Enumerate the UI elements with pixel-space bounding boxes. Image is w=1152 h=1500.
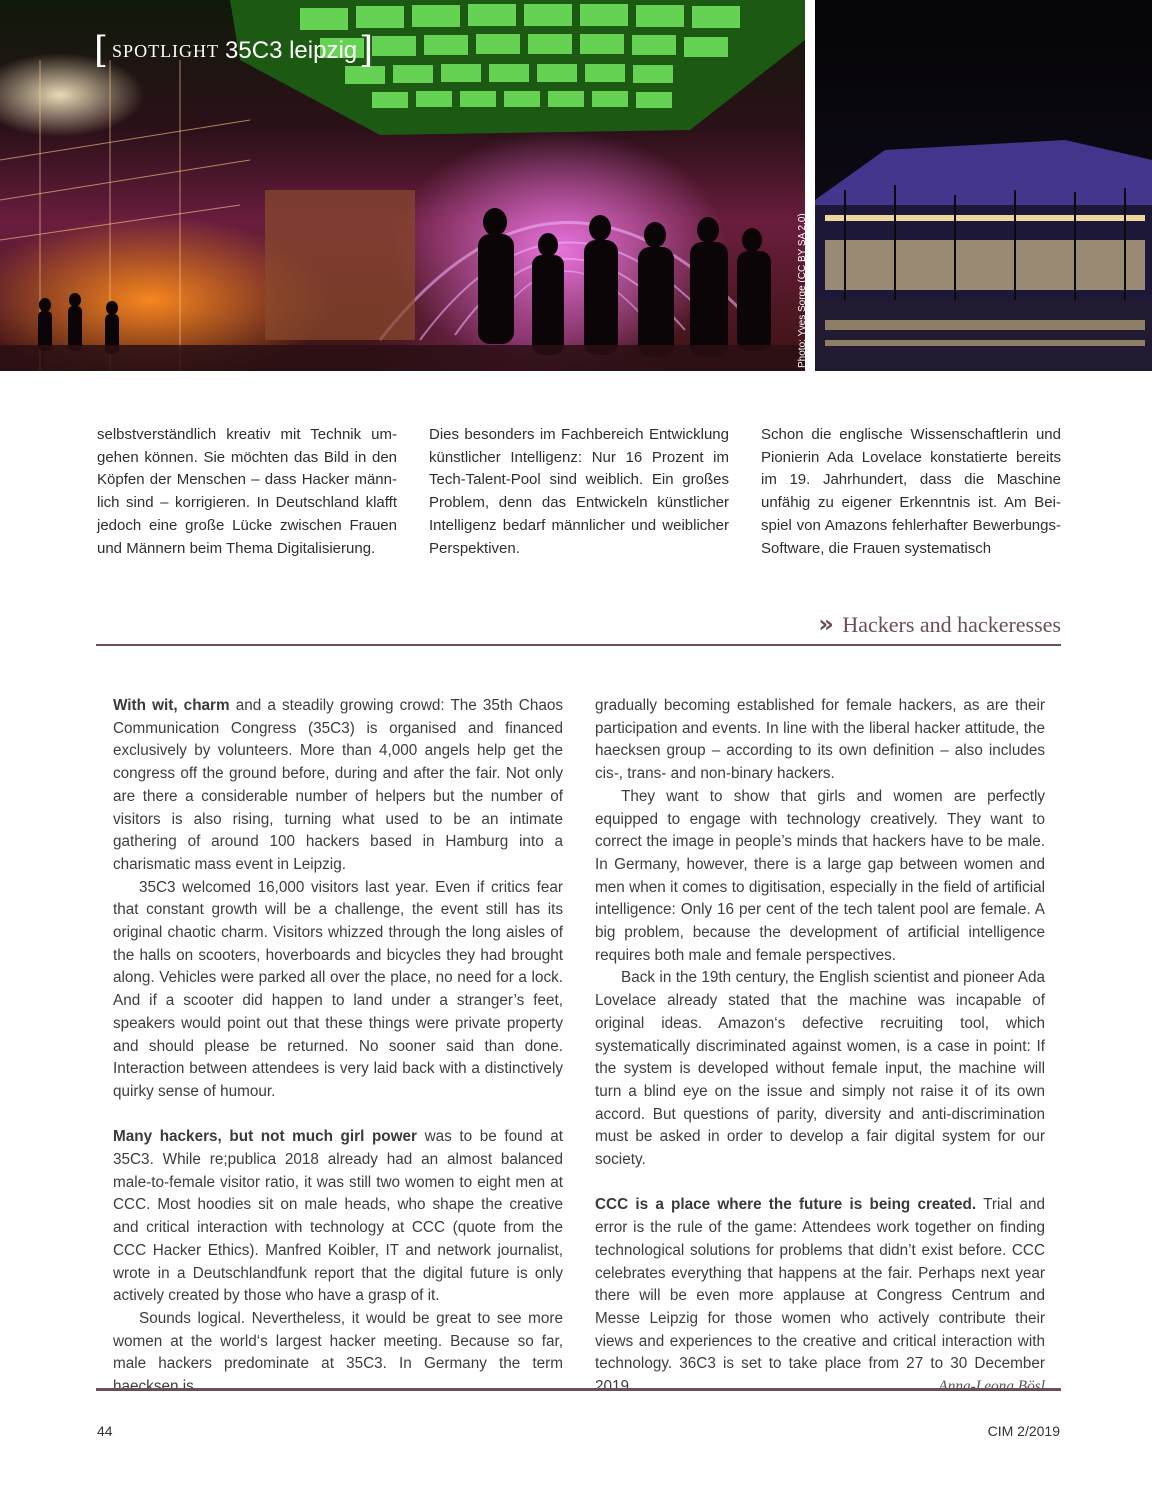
paragraph xyxy=(113,695,563,877)
lead-in: With wit, charm xyxy=(113,697,230,714)
hero-photo-hall xyxy=(0,0,808,371)
article-column-2 xyxy=(595,695,1045,1399)
section-title: Hackers and hackeresses xyxy=(842,612,1061,637)
photo-credit: Photo: Yves Sorge (CC BY SA 2.0) xyxy=(797,213,808,368)
glass-facade xyxy=(0,60,250,371)
section-header xyxy=(96,610,1061,646)
building-illustration xyxy=(815,0,1152,371)
german-column-3: Schon die englische Wissenschaftlerin und Pionierin Ada Lovelace konstatierte bereits im 19. Jahrhundert, dass die Maschine unfähig zu eigener Erkenntnis ist. Am Beispiel von Amazons fehlerhafter Bewerbungs-Software, die Frauen systematisch xyxy=(761,426,1061,557)
author-byline: Anna-Leona Bösl xyxy=(938,1378,1045,1396)
paragraph xyxy=(113,1126,563,1308)
hero-photo-building xyxy=(815,0,1152,371)
paragraph-text: Trial and error is the rule of the game: Attendees work together on finding technological solutions for problems that didn’t exist before. CCC celebrates everything that happens at the fair. Perhaps next year there will be even more applause at Congress Centrum and Messe Leipzig for those women who actively contribute their views and experiences to the creative and critical interaction with technology. 36C3 is set to take place from 27 to 30 December 2019. xyxy=(595,1196,1046,1396)
bracket-close: ] xyxy=(359,30,374,71)
kicker-spotlight: SPOTLIGHT xyxy=(112,40,220,61)
paragraph: gradually becoming established for female hackers, as are their participation and events. In line with the liberal hacker attitude, the haecksen group – according to its own definition – also includes cis-, trans- and non-binary hackers. xyxy=(595,697,1045,783)
paragraph xyxy=(595,1194,1045,1398)
paragraph: 35C3 welcomed 16,000 visitors last year. Even if critics fear that constant growth will be a challenge, the event still has its original chaotic charm. Visitors whizzed through the long aisles of the halls on scooters, hoverboards and bicycles they had brought along. Vehicles were parked all over the place, no need for a lock. And if a scooter did happen to land under a stranger’s feet, speakers would point out that these things were private property and should please be returned. No sooner said than done. Interaction between attendees is very laid back with a distinctively quirky sense of humour. xyxy=(113,878,563,1100)
article-column-1 xyxy=(113,695,563,1399)
paragraph-text: and a steadily growing crowd: The 35th Chaos Communication Congress (35C3) is organised and financed exclusively by volunteers. More than 4,000 angels help get the congress off the ground before, during and after the fair. Not only are there a considerable number of helpers but the number of visitors is also rising, turning what used to be an intimate gathering of around 100 hackers based in Hamburg into a charismatic mass event in Leipzig. xyxy=(113,697,563,873)
page-number: 44 xyxy=(97,1423,113,1439)
paragraph: Back in the 19th century, the English scientist and pioneer Ada Lovelace already stated that the machine was incapable of original ideas. Amazon‘s defective recruiting tool, which systematically discriminated against women, is a case in point: If the system is developed without female input, the machine will turn a blind eye on the issue and simply not raise it of its own accord. But questions of parity, diversity and anti-discrimination must be asked in order to develop a fair digital system for our society. xyxy=(595,969,1045,1169)
german-column-1: selbstverständlich kreativ mit Technik umgehen können. Sie möchten das Bild in den Köpfen der Menschen – dass Hacker männlich sind – korrigieren. In Deutschland klafft jedoch eine große Lücke zwischen Frauen und Männern beim Thema Digitalisierung. xyxy=(97,426,397,557)
bracket-open: [ xyxy=(94,30,109,71)
issue-label: CIM 2/2019 xyxy=(987,1423,1060,1439)
paragraph: They want to show that girls and women are perfectly equipped to engage with technology creatively. They want to correct the image in people’s minds that hackers have to be male. In Germany, however, there is a large gap between women and men when it comes to digitisation, especially in the field of artificial intelligence: Only 16 per cent of the tech talent pool are female. A big problem, because the development of artificial intelligence requires both male and female perspectives. xyxy=(595,787,1045,964)
double-chevron-icon: » xyxy=(818,610,830,638)
hall-wall xyxy=(265,190,415,340)
section-kicker xyxy=(94,30,374,71)
footer-rule xyxy=(96,1388,1061,1391)
lead-in: Many hackers, but not much girl power xyxy=(113,1128,417,1146)
kicker-event: 35C3 leipzig xyxy=(225,37,358,64)
paragraph-text: was to be found at 35C3. While re;publica 2018 already had an almost balanced male-to-female visitor ratio, it was still two women to eight men at CCC. Most hoodies sit on male heads, who shape the creative and critical interaction with technology at CCC (quote from the CCC Hacker Ethics). Manfred Koibler, IT and network journalist, wrote in a Deutschlandfunk report that the digital future is only actively created by those who have a grasp of it. xyxy=(113,1128,564,1305)
paragraph: Sounds logical. Nevertheless, it would be great to see more women at the world‘s largest hacker meeting. Because so far, male hackers predominate at 35C3. In Germany the term haecksen is xyxy=(113,1309,563,1396)
german-column-2: Dies besonders im Fachbereich Entwicklung künstlicher Intelligenz: Nur 16 Prozent im Tech-Talent-Pool sind weiblich. Ein großes Problem, denn das Entwickeln künstlicher Intelligenz bedarf männlicher und weiblicher Perspektiven. xyxy=(429,426,729,557)
lead-in: CCC is a place where the future is being created. xyxy=(595,1196,977,1214)
